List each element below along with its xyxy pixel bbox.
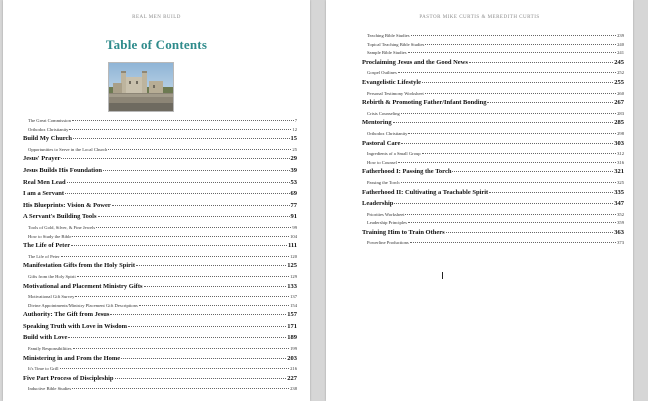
toc-entry[interactable] (362, 189, 624, 201)
toc-entry[interactable] (23, 127, 297, 136)
toc-entry-page-number: 25 (292, 146, 297, 152)
dot-leader (110, 314, 286, 315)
toc-entry-page-number: 189 (287, 334, 297, 342)
toc-entry-page-number: 216 (290, 366, 297, 372)
toc-entry[interactable] (23, 303, 297, 312)
dot-leader (411, 35, 617, 36)
toc-entry-label: Five Part Process of Discipleship (23, 374, 114, 382)
toc-entry[interactable] (362, 131, 624, 140)
toc-entry-label: How to Study the Bible (28, 233, 72, 239)
dot-leader (121, 358, 286, 359)
toc-entry-page-number: 120 (290, 253, 297, 259)
toc-entry[interactable] (23, 334, 297, 346)
toc-entry[interactable] (362, 91, 624, 100)
toc-entry[interactable] (23, 118, 297, 127)
toc-entry-label: Opportunities to Serve in the Local Church (28, 146, 108, 152)
dot-leader (73, 138, 289, 139)
toc-entry[interactable] (23, 311, 297, 323)
toc-entry-page-number: 15 (290, 135, 297, 143)
toc-entry[interactable] (362, 160, 624, 169)
toc-entry-label: A Servant's Building Tools (23, 213, 97, 221)
toc-entry-label: His Blueprints: Vision & Power (23, 201, 111, 209)
dot-leader (425, 44, 616, 45)
toc-entry-label: Orthodox Christianity (367, 130, 408, 136)
toc-entry-page-number: 137 (290, 294, 297, 300)
toc-entry[interactable] (23, 375, 297, 387)
toc-entry[interactable] (362, 59, 624, 71)
toc-entry[interactable] (23, 386, 297, 395)
dot-leader (71, 245, 287, 246)
toc-entry-page-number: 283 (617, 110, 624, 116)
dot-leader (446, 232, 614, 233)
toc-entry[interactable] (23, 242, 297, 254)
toc-entry-label: Tools of Gold, Silver, & Fine Jewels (28, 224, 96, 230)
toc-entry-page-number: 12 (292, 126, 297, 132)
toc-entry-label: Inductive Bible Studies (28, 386, 72, 392)
toc-list-right (362, 33, 624, 249)
dot-leader (408, 222, 616, 223)
toc-entry-page-number: 240 (617, 41, 624, 47)
dot-leader (65, 193, 290, 194)
toc-entry[interactable] (23, 179, 297, 191)
dot-leader (405, 214, 616, 215)
toc-entry-page-number: 157 (287, 311, 297, 319)
document-page-right[interactable] (326, 0, 633, 401)
toc-entry-label: Fatherhood I: Passing the Torch (362, 168, 452, 176)
toc-entry-label: Ingredients of a Small Group (367, 151, 421, 157)
toc-entry-page-number: 363 (614, 228, 624, 236)
dot-leader (139, 305, 289, 306)
dot-leader (422, 153, 617, 154)
toc-entry-page-number: 203 (287, 354, 297, 362)
dot-leader (60, 368, 290, 369)
toc-entry-label: Gifts from the Holy Spirit (28, 273, 76, 279)
toc-entry[interactable] (23, 294, 297, 303)
dot-leader (401, 182, 617, 183)
toc-entry-page-number: 303 (614, 139, 624, 147)
dot-leader (425, 93, 616, 94)
toc-entry-label: Gospel Outlines (367, 70, 397, 76)
toc-entry-label: Personal Testimony Worksheet (367, 90, 424, 96)
toc-entry-page-number: 373 (617, 240, 624, 246)
toc-entry[interactable] (362, 70, 624, 79)
toc-entry[interactable] (362, 229, 624, 241)
dot-leader (72, 388, 289, 389)
dot-leader (398, 72, 616, 73)
toc-entry-label: Pastoral Care (362, 139, 401, 147)
toc-entry-page-number: 7 (294, 118, 297, 123)
toc-entry[interactable] (362, 33, 624, 42)
toc-entry-page-number: 227 (287, 374, 297, 382)
toc-entry-page-number: 154 (290, 302, 297, 308)
toc-entry-label: Topical Teaching Bible Studies (367, 41, 425, 47)
dot-leader (61, 256, 290, 257)
toc-entry[interactable] (362, 50, 624, 59)
toc-entry-label: Ministering in and From the Home (23, 354, 121, 362)
toc-entry-page-number: 335 (614, 188, 624, 196)
toc-entry[interactable] (23, 366, 297, 375)
toc-entry-page-number: 238 (290, 386, 297, 392)
toc-entry-label: Leadership Principles (367, 220, 407, 226)
toc-entry-page-number: 352 (617, 211, 624, 217)
toc-entry-page-number: 260 (617, 90, 624, 96)
dot-leader (452, 171, 613, 172)
toc-entry[interactable] (362, 220, 624, 229)
toc-entry[interactable] (362, 168, 624, 180)
toc-entry-page-number: 255 (614, 78, 624, 86)
toc-entry[interactable] (362, 180, 624, 189)
dot-leader (73, 348, 290, 349)
toc-entry[interactable] (362, 111, 624, 120)
toc-entry[interactable] (23, 274, 297, 283)
toc-entry-label: Speaking Truth with Love in Wisdom (23, 322, 128, 330)
toc-entry-label: The Great Commission (28, 118, 71, 123)
toc-entry-page-number: 239 (617, 33, 624, 38)
dot-leader (108, 149, 291, 150)
toc-entry-label: Training Him to Train Others (362, 228, 445, 236)
dot-leader (489, 192, 613, 193)
toc-entry[interactable] (23, 346, 297, 355)
dot-leader (394, 203, 613, 204)
toc-entry-label: Rebirth & Promoting Father/Infant Bonding (362, 99, 487, 107)
toc-entry[interactable] (23, 155, 297, 167)
toc-entry-label: Real Men Lead (23, 178, 66, 186)
dot-leader (410, 242, 616, 243)
toc-entry-page-number: 298 (617, 130, 624, 136)
running-header-left: REAL MEN BUILD (132, 15, 181, 20)
dot-leader (67, 182, 290, 183)
toc-entry-label: Priorities Worksheet (367, 211, 405, 217)
toc-entry-page-number: 171 (287, 322, 297, 330)
toc-entry-label: Leadership (362, 200, 394, 208)
toc-entry[interactable] (362, 240, 624, 249)
toc-entry-label: Teaching Bible Studies (367, 33, 410, 38)
toc-entry-page-number: 199 (290, 346, 297, 352)
toc-entry-page-number: 245 (614, 58, 624, 66)
toc-entry-label: Sample Bible Studies (367, 50, 407, 56)
toc-entry-label: It's Time to Grill (28, 366, 59, 372)
toc-entry[interactable] (362, 151, 624, 160)
toc-entry-label: Orthodox Christianity (28, 126, 69, 132)
toc-entry-page-number: 91 (290, 213, 297, 221)
toc-entry[interactable] (23, 190, 297, 202)
toc-entry[interactable] (23, 167, 297, 179)
dot-leader (393, 122, 614, 123)
toc-entry-page-number: 53 (290, 178, 297, 186)
toc-entry[interactable] (23, 283, 297, 295)
toc-entry-label: Motivational and Placement Ministry Gifts (23, 282, 143, 290)
toc-entry-label: Evangelistic Lifestyle (362, 78, 422, 86)
toc-entry-label: Build My Church (23, 135, 73, 143)
toc-entry-label: The Life of Peter (28, 253, 60, 259)
toc-entry[interactable] (23, 213, 297, 225)
toc-entry-page-number: 125 (287, 262, 297, 270)
toc-entry-page-number: 241 (617, 50, 624, 56)
toc-entry-label: Jesus Builds His Foundation (23, 166, 102, 174)
toc-entry-label: Jesus' Prayer (23, 155, 61, 163)
toc-entry-page-number: 267 (614, 99, 624, 107)
toc-entry-page-number: 312 (617, 151, 624, 157)
dot-leader (401, 143, 613, 144)
toc-entry[interactable] (23, 262, 297, 274)
running-header-right: PASTOR MIKE CURTIS & MEREDITH CURTIS (419, 15, 540, 20)
dot-leader (72, 236, 289, 237)
dot-leader (61, 158, 289, 159)
text-cursor (442, 272, 443, 279)
toc-entry-page-number: 359 (617, 220, 624, 226)
toc-entry-label: Motivational Gift Survey (28, 294, 75, 300)
dot-leader (72, 120, 294, 121)
toc-entry-label: How to Counsel (367, 159, 397, 165)
toc-entry-page-number: 316 (617, 159, 624, 165)
toc-entry[interactable] (23, 234, 297, 243)
toc-entry-page-number: 104 (290, 233, 297, 239)
dot-leader (75, 296, 289, 297)
toc-entry-label: Passing the Torch (367, 179, 400, 185)
toc-entry-label: Crisis Counseling (367, 110, 400, 116)
dot-leader (103, 170, 290, 171)
toc-entry[interactable] (23, 135, 297, 147)
toc-entry-label: Powerline Productions (367, 240, 409, 246)
toc-entry-page-number: 133 (287, 282, 297, 290)
toc-list-left (23, 118, 297, 395)
toc-entry-page-number: 99 (292, 224, 297, 230)
dot-leader (77, 276, 289, 277)
toc-entry-label: I am a Servant (23, 190, 64, 198)
toc-entry[interactable] (362, 212, 624, 221)
toc-entry-page-number: 69 (290, 190, 297, 198)
toc-entry-page-number: 347 (614, 200, 624, 208)
toc-entry-page-number: 321 (614, 168, 624, 176)
toc-entry-label: Divine Appointments/Ministry Placement Gift Descriptions (28, 302, 138, 308)
dot-leader (469, 62, 613, 63)
toc-entry[interactable] (23, 225, 297, 234)
dot-leader (96, 227, 291, 228)
dot-leader (68, 337, 286, 338)
toc-entry-label: Fatherhood II: Cultivating a Teachable Spirit (362, 188, 489, 196)
dot-leader (128, 326, 286, 327)
toc-entry-page-number: 111 (287, 242, 297, 250)
toc-entry[interactable] (362, 140, 624, 152)
castle-photo (108, 62, 174, 112)
toc-entry-page-number: 325 (617, 179, 624, 185)
dot-leader (422, 82, 613, 83)
toc-entry-label: Authority: The Gift from Jesus (23, 311, 110, 319)
toc-entry-page-number: 129 (290, 273, 297, 279)
dot-leader (487, 102, 613, 103)
dot-leader (398, 162, 616, 163)
toc-entry[interactable] (23, 202, 297, 214)
toc-entry[interactable] (23, 147, 297, 156)
toc-entry-label: Family Responsibilities (28, 346, 72, 352)
toc-entry-label: Manifestation Gifts from the Holy Spirit (23, 262, 135, 270)
toc-entry[interactable] (23, 254, 297, 263)
toc-entry-label: Proclaiming Jesus and the Good News (362, 58, 468, 66)
dot-leader (144, 286, 287, 287)
toc-entry-page-number: 252 (617, 70, 624, 76)
dot-leader (98, 216, 290, 217)
dot-leader (112, 205, 290, 206)
toc-entry-page-number: 29 (290, 155, 297, 163)
dot-leader (69, 129, 291, 130)
toc-entry-page-number: 39 (290, 166, 297, 174)
document-page-left[interactable] (3, 0, 310, 401)
dot-leader (115, 378, 287, 379)
dot-leader (408, 133, 616, 134)
page-title: Table of Contents (105, 37, 208, 52)
toc-entry[interactable] (23, 355, 297, 367)
toc-entry-page-number: 285 (614, 119, 624, 127)
toc-entry[interactable] (362, 200, 624, 212)
dot-leader (401, 113, 616, 114)
toc-entry-label: Build with Love (23, 334, 68, 342)
toc-entry[interactable] (23, 323, 297, 335)
dot-leader (408, 52, 617, 53)
toc-entry[interactable] (362, 79, 624, 91)
toc-entry-page-number: 77 (290, 201, 297, 209)
dot-leader (136, 265, 286, 266)
toc-entry[interactable] (362, 42, 624, 51)
toc-entry[interactable] (362, 99, 624, 111)
toc-entry-label: The Life of Peter (23, 242, 71, 250)
toc-entry[interactable] (362, 119, 624, 131)
toc-entry-label: Mentoring (362, 119, 392, 127)
